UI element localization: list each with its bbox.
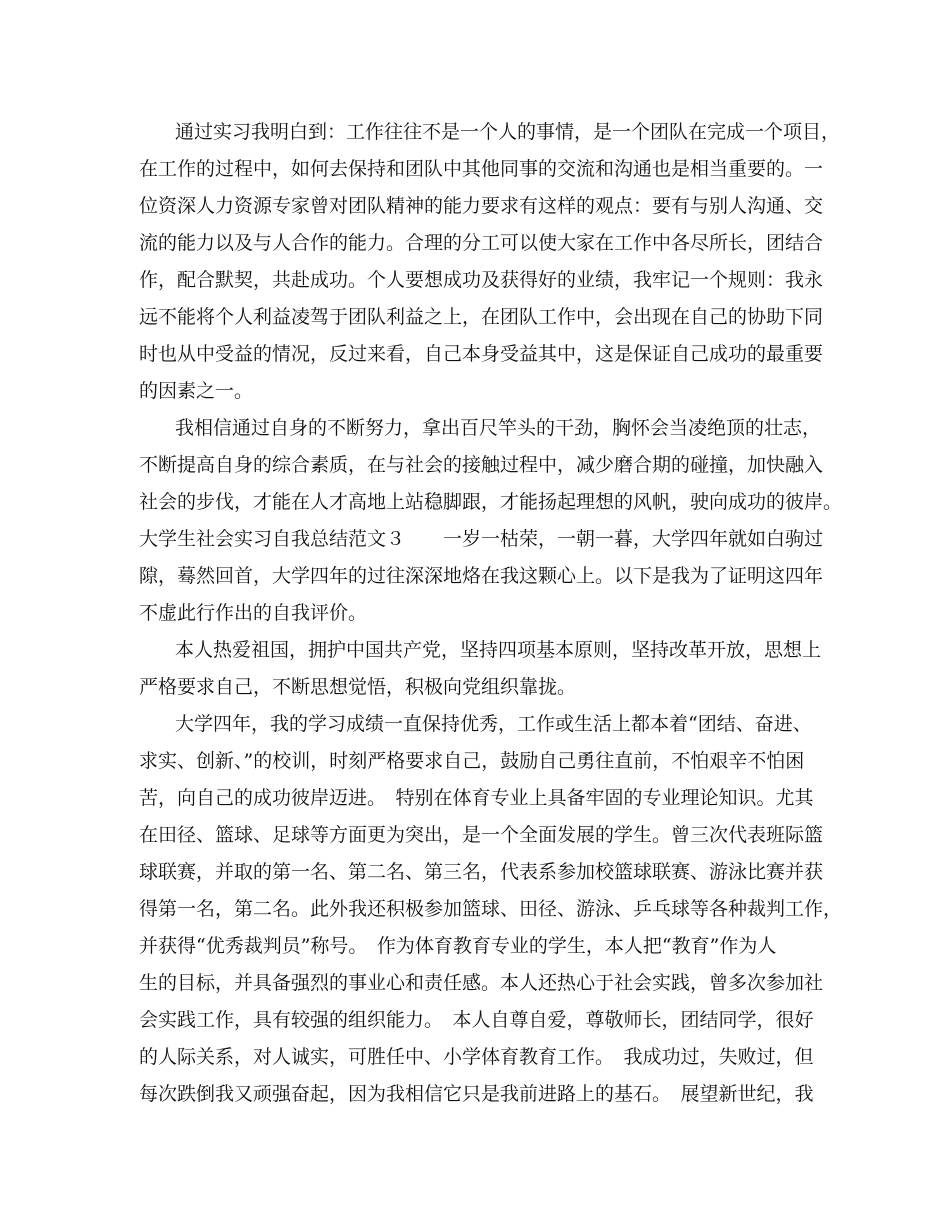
text-line: 时也从中受益的情况，反过来看，自己本身受益其中，这是保证自己成功的最重要 bbox=[139, 343, 824, 365]
text-line: 求实、创新、”的校训，时刻严格要求自己，鼓励自己勇往直前，不怕艰辛不怕困 bbox=[139, 750, 805, 772]
text-line: 社会的步伐，才能在人才高地上站稳脚跟，才能扬起理想的风帆，驶向成功的彼岸。 bbox=[139, 491, 843, 513]
document-body bbox=[139, 114, 843, 1113]
text-line: 不虚此行作出的自我评价。 bbox=[139, 602, 368, 624]
text-line: 的人际关系，对人诚实，可胜任中、小学体育教育工作。 我成功过，失败过，但 bbox=[139, 1046, 814, 1068]
text-line: 得第一名，第二名。此外我还积极参加篮球、田径、游泳、乒乓球等各种裁判工作， bbox=[139, 898, 843, 920]
text-line: 会实践工作，具有较强的组织能力。 本人自尊自爱，尊敬师长，团结同学，很好 bbox=[139, 1009, 814, 1031]
text-line: 球联赛，并取的第一名、第二名、第三名，代表系参加校篮球联赛、游泳比赛并获 bbox=[139, 861, 824, 883]
text-line: 并获得“优秀裁判员”称号。 作为体育教育专业的学生，本人把“教育”作为人 bbox=[139, 935, 777, 957]
text-line: 每次跌倒我又顽强奋起，因为我相信它只是我前进路上的基石。 展望新世纪，我 bbox=[139, 1083, 814, 1105]
text-line: 流的能力以及与人合作的能力。合理的分工可以使大家在工作中各尽所长，团结合 bbox=[139, 232, 824, 254]
text-line: 苦，向自己的成功彼岸迈进。 特别在体育专业上具备牢固的专业理论知识。尤其 bbox=[139, 787, 814, 809]
text-line: 严格要求自己，不断思想觉悟，积极向党组织靠拢。 bbox=[139, 676, 577, 698]
text-line: 我相信通过自身的不断努力，拿出百尺竿头的干劲，胸怀会当凌绝顶的壮志， bbox=[175, 417, 822, 439]
text-line: 作，配合默契，共赴成功。个人要想成功及获得好的业绩，我牢记一个规则：我永 bbox=[139, 269, 824, 291]
text-line: 在工作的过程中，如何去保持和团队中其他同事的交流和沟通也是相当重要的。一 bbox=[139, 158, 824, 180]
text-line: 通过实习我明白到：工作往往不是一个人的事情，是一个团队在完成一个项目， bbox=[175, 121, 841, 143]
text-line: 在田径、篮球、足球等方面更为突出，是一个全面发展的学生。曾三次代表班际篮 bbox=[139, 824, 824, 846]
text-line: 位资深人力资源专家曾对团队精神的能力要求有这样的观点：要有与别人沟通、交 bbox=[139, 195, 824, 217]
text-line: 的因素之一。 bbox=[139, 380, 254, 402]
text-line: 隙，蓦然回首，大学四年的过往深深地烙在我这颗心上。以下是我为了证明这四年 bbox=[139, 565, 824, 587]
text-line: 不断提高自身的综合素质，在与社会的接触过程中，减少磨合期的碰撞，加快融入 bbox=[139, 454, 824, 476]
text-line: 本人热爱祖国，拥护中国共产党，坚持四项基本原则，坚持改革开放，思想上 bbox=[175, 639, 822, 661]
text-line: 大学四年，我的学习成绩一直保持优秀，工作或生活上都本着“团结、奋进、 bbox=[175, 713, 812, 735]
text-line: 生的目标，并具备强烈的事业心和责任感。本人还热心于社会实践，曾多次参加社 bbox=[139, 972, 824, 994]
text-line: 远不能将个人利益凌驾于团队利益之上，在团队工作中，会出现在自己的协助下同 bbox=[139, 306, 824, 328]
text-line: 大学生社会实习自我总结范文３ 一岁一枯荣，一朝一暮，大学四年就如白驹过 bbox=[139, 528, 824, 550]
